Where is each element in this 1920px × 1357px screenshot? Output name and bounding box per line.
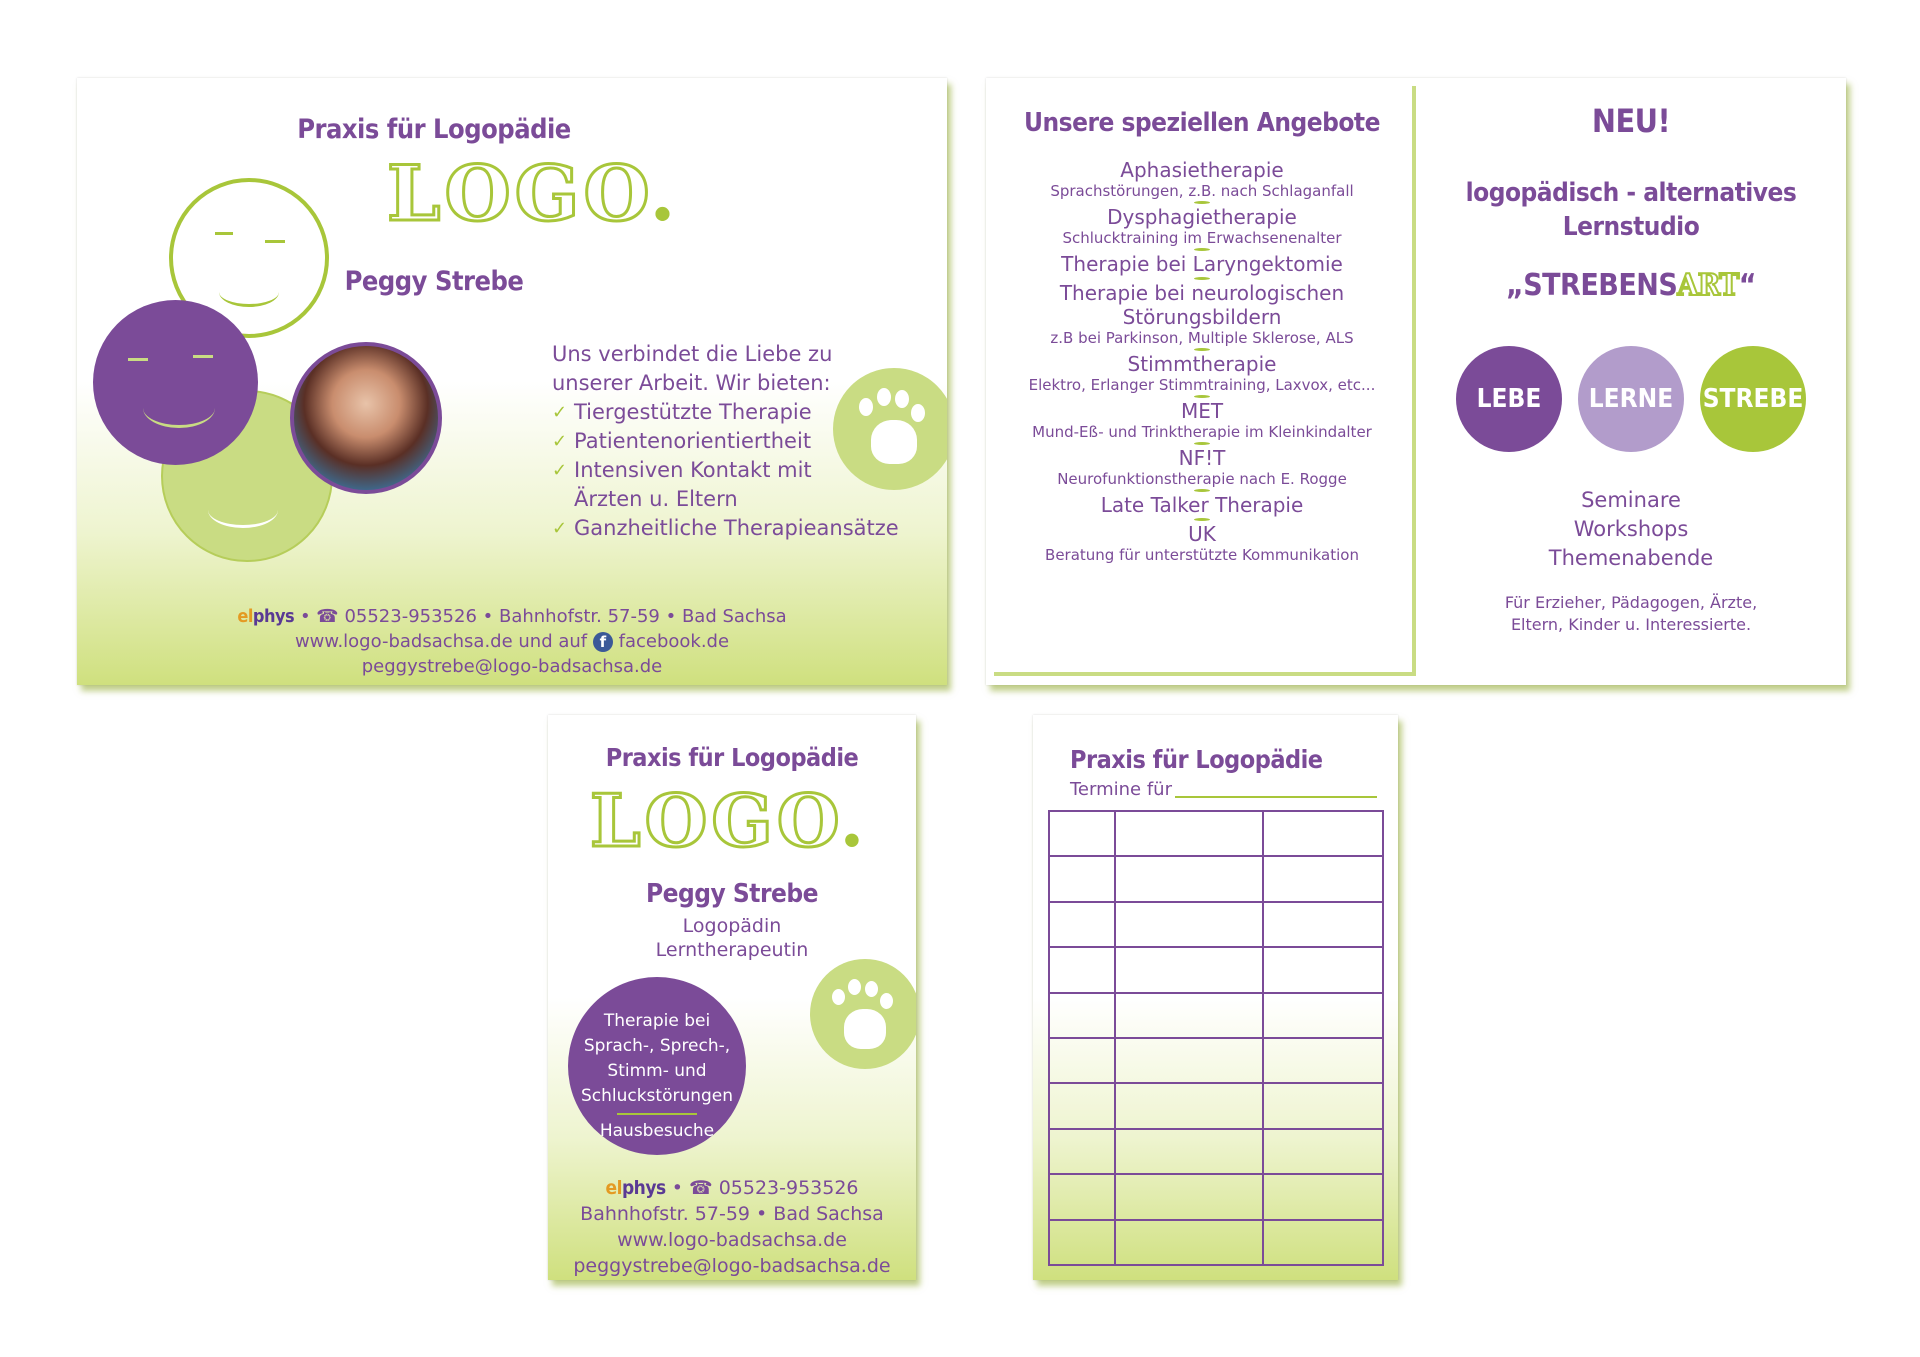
audience-text: Für Erzieher, Pädagogen, Ärzte, Eltern, Kinder u. Interessierte. <box>1504 593 1758 634</box>
table-cell[interactable] <box>1263 1038 1383 1083</box>
brand-phys: phys <box>621 1177 666 1199</box>
paw-icon <box>810 959 916 1069</box>
table-row <box>1049 1038 1383 1083</box>
event-item: Themenabende <box>1548 546 1714 570</box>
table-cell[interactable] <box>1263 902 1383 947</box>
table-cell[interactable] <box>1049 1220 1115 1265</box>
table-cell[interactable] <box>1115 811 1263 856</box>
flyer-back <box>986 78 1846 685</box>
table-cell[interactable] <box>1049 1174 1115 1219</box>
portrait-photo <box>290 342 442 494</box>
website-text[interactable]: www.logo-badsachsa.de und auf <box>294 631 588 652</box>
offers-title: Unsere speziellen Angebote <box>1024 108 1380 138</box>
bullet-item: ✓ Ganzheitliche Therapieansätze <box>552 514 899 543</box>
divider <box>1194 201 1210 204</box>
table-row <box>1049 811 1383 856</box>
paw-icon <box>833 368 947 490</box>
business-card <box>548 715 916 1280</box>
table-cell[interactable] <box>1263 993 1383 1038</box>
logo-wordmark: LOGO. <box>387 149 680 238</box>
table-cell[interactable] <box>1115 1220 1263 1265</box>
divider <box>1194 395 1210 398</box>
table-row <box>1049 993 1383 1038</box>
email[interactable]: peggystrebe@logo-badsachsa.de <box>573 1255 891 1277</box>
therapy-circle <box>568 977 746 1155</box>
studio-name: „STREBENSART“ <box>1505 268 1757 303</box>
address-line: Bahnhofstr. 57-59 • Bad Sachsa <box>580 1203 884 1225</box>
table-cell[interactable] <box>1115 947 1263 992</box>
table-cell[interactable] <box>1049 993 1115 1038</box>
phone-number: 05523-953526 <box>718 1177 859 1199</box>
appointment-header: Praxis für Logopädie <box>1070 745 1323 774</box>
divider <box>1194 442 1210 445</box>
badge-lebe: LEBE <box>1456 346 1562 452</box>
offers-list <box>986 158 1418 564</box>
phone-icon: ☎ <box>688 1177 713 1199</box>
table-cell[interactable] <box>1263 1220 1383 1265</box>
appointment-table <box>1048 810 1384 1266</box>
website[interactable]: www.logo-badsachsa.de <box>617 1229 847 1251</box>
check-icon: ✓ <box>552 431 568 452</box>
table-cell[interactable] <box>1049 1083 1115 1128</box>
flyer-front-footer <box>77 604 947 679</box>
table-cell[interactable] <box>1049 902 1115 947</box>
table-cell[interactable] <box>1049 947 1115 992</box>
termine-label: Termine für <box>1070 779 1172 800</box>
web-line <box>77 629 947 654</box>
offer-item: Dysphagietherapie Schlucktraining im Erwachsenenalter <box>986 205 1418 251</box>
check-icon: ✓ <box>552 460 568 481</box>
card-header: Praxis für Logopädie <box>605 743 859 772</box>
table-row <box>1049 1083 1383 1128</box>
table-row <box>1049 856 1383 901</box>
offer-item: Aphasietherapie Sprachstörungen, z.B. nach Schlaganfall <box>986 158 1418 204</box>
card-role-1: Logopädin <box>682 915 782 937</box>
divider <box>1194 248 1210 251</box>
table-cell[interactable] <box>1115 902 1263 947</box>
bullet-item: ✓ Patientenorientiertheit <box>552 427 899 456</box>
therapy-line: Sprach-, Sprech-, <box>583 1036 731 1056</box>
table-cell[interactable] <box>1263 1129 1383 1174</box>
email[interactable]: peggystrebe@logo-badsachsa.de <box>361 656 663 677</box>
table-row <box>1049 947 1383 992</box>
table-row <box>1049 1129 1383 1174</box>
offer-item: Late Talker Therapie <box>986 493 1418 521</box>
therapy-line: Therapie bei <box>603 1011 711 1031</box>
check-icon: ✓ <box>552 402 568 423</box>
brand-phys: phys <box>252 606 295 627</box>
therapy-line: Stimm- und <box>607 1061 707 1081</box>
studio-line-2: Lernstudio <box>1562 212 1700 242</box>
offer-item: MET Mund-Eß- und Trinktherapie im Kleinkindalter <box>986 399 1418 445</box>
table-cell[interactable] <box>1115 1129 1263 1174</box>
termine-name-field[interactable] <box>1175 796 1377 798</box>
table-cell[interactable] <box>1263 1174 1383 1219</box>
card-footer <box>548 1175 916 1279</box>
bullet-item: Ärzten u. Eltern <box>574 487 738 511</box>
new-label: NEU! <box>1591 102 1671 140</box>
brand-el: el <box>605 1177 622 1199</box>
therapy-line: Schluckstörungen <box>580 1086 734 1106</box>
offer-item: UK Beratung für unterstützte Kommunikation <box>1045 522 1359 564</box>
table-cell[interactable] <box>1115 1038 1263 1083</box>
table-cell[interactable] <box>1263 1083 1383 1128</box>
offer-item: Therapie bei neurologischen Störungsbildern z.B bei Parkinson, Multiple Sklerose, ALS <box>986 281 1418 351</box>
table-cell[interactable] <box>1115 856 1263 901</box>
divider <box>1194 518 1210 521</box>
table-cell[interactable] <box>1115 1083 1263 1128</box>
table-cell[interactable] <box>1049 1038 1115 1083</box>
contact-line: elphys • ☎ 05523-953526 • Bahnhofstr. 57-59 • Bad Sachsa <box>237 606 787 627</box>
contact-line: elphys • ☎ 05523-953526 <box>605 1177 859 1199</box>
divider <box>1194 277 1210 280</box>
city: Bad Sachsa <box>681 606 787 627</box>
events-list <box>1416 486 1846 573</box>
event-item: Seminare <box>1581 488 1681 512</box>
check-icon: ✓ <box>552 518 568 539</box>
divider <box>1194 489 1210 492</box>
table-cell[interactable] <box>1115 993 1263 1038</box>
intro-line-2: unserer Arbeit. Wir bieten: <box>552 371 831 395</box>
table-row <box>1049 902 1383 947</box>
divider <box>1194 348 1210 351</box>
home-visits: Hausbesuche <box>599 1121 715 1141</box>
table-cell[interactable] <box>1049 1129 1115 1174</box>
table-cell[interactable] <box>1263 811 1383 856</box>
bullet-item: ✓ Intensiven Kontakt mit <box>552 456 899 485</box>
logo-wordmark: LOGO. <box>590 778 869 863</box>
table-cell[interactable] <box>1263 947 1383 992</box>
table-cell[interactable] <box>1049 811 1115 856</box>
brand-el: el <box>237 606 253 627</box>
offer-item: NF!T Neurofunktionstherapie nach E. Rogge <box>986 446 1418 492</box>
event-item: Workshops <box>1573 517 1689 541</box>
facebook-icon: f <box>593 632 613 652</box>
phone-number: 05523-953526 <box>344 606 477 627</box>
badge-strebe: STREBE <box>1700 346 1806 452</box>
phone-icon: ☎ <box>316 606 339 627</box>
flyer-front <box>77 78 947 685</box>
address: Bahnhofstr. 57-59 <box>498 606 660 627</box>
appointment-card <box>1033 715 1398 1280</box>
face-purple-circle <box>93 300 258 465</box>
table-row <box>1049 1220 1383 1265</box>
table-cell[interactable] <box>1115 1174 1263 1219</box>
card-name: Peggy Strebe <box>646 879 818 909</box>
offer-item: Stimmtherapie Elektro, Erlanger Stimmtraining, Laxvox, etc... <box>986 352 1418 398</box>
table-row <box>1049 1174 1383 1219</box>
intro-line-1: Uns verbindet die Liebe zu <box>552 342 833 366</box>
flyer-front-name: Peggy Strebe <box>344 266 524 297</box>
badge-lerne: LERNE <box>1578 346 1684 452</box>
card-role-2: Lerntherapeutin <box>655 939 809 961</box>
facebook-link[interactable]: facebook.de <box>618 631 730 652</box>
flyer-front-header: Praxis für Logopädie <box>297 114 571 145</box>
offer-item: Therapie bei Laryngektomie <box>986 252 1418 280</box>
bullet-item: ✓ Tiergestützte Therapie <box>552 398 899 427</box>
table-cell[interactable] <box>1263 856 1383 901</box>
studio-line-1: logopädisch - alternatives <box>1465 178 1797 208</box>
termine-line <box>1070 779 1172 800</box>
divider <box>617 1113 697 1115</box>
table-cell[interactable] <box>1049 856 1115 901</box>
